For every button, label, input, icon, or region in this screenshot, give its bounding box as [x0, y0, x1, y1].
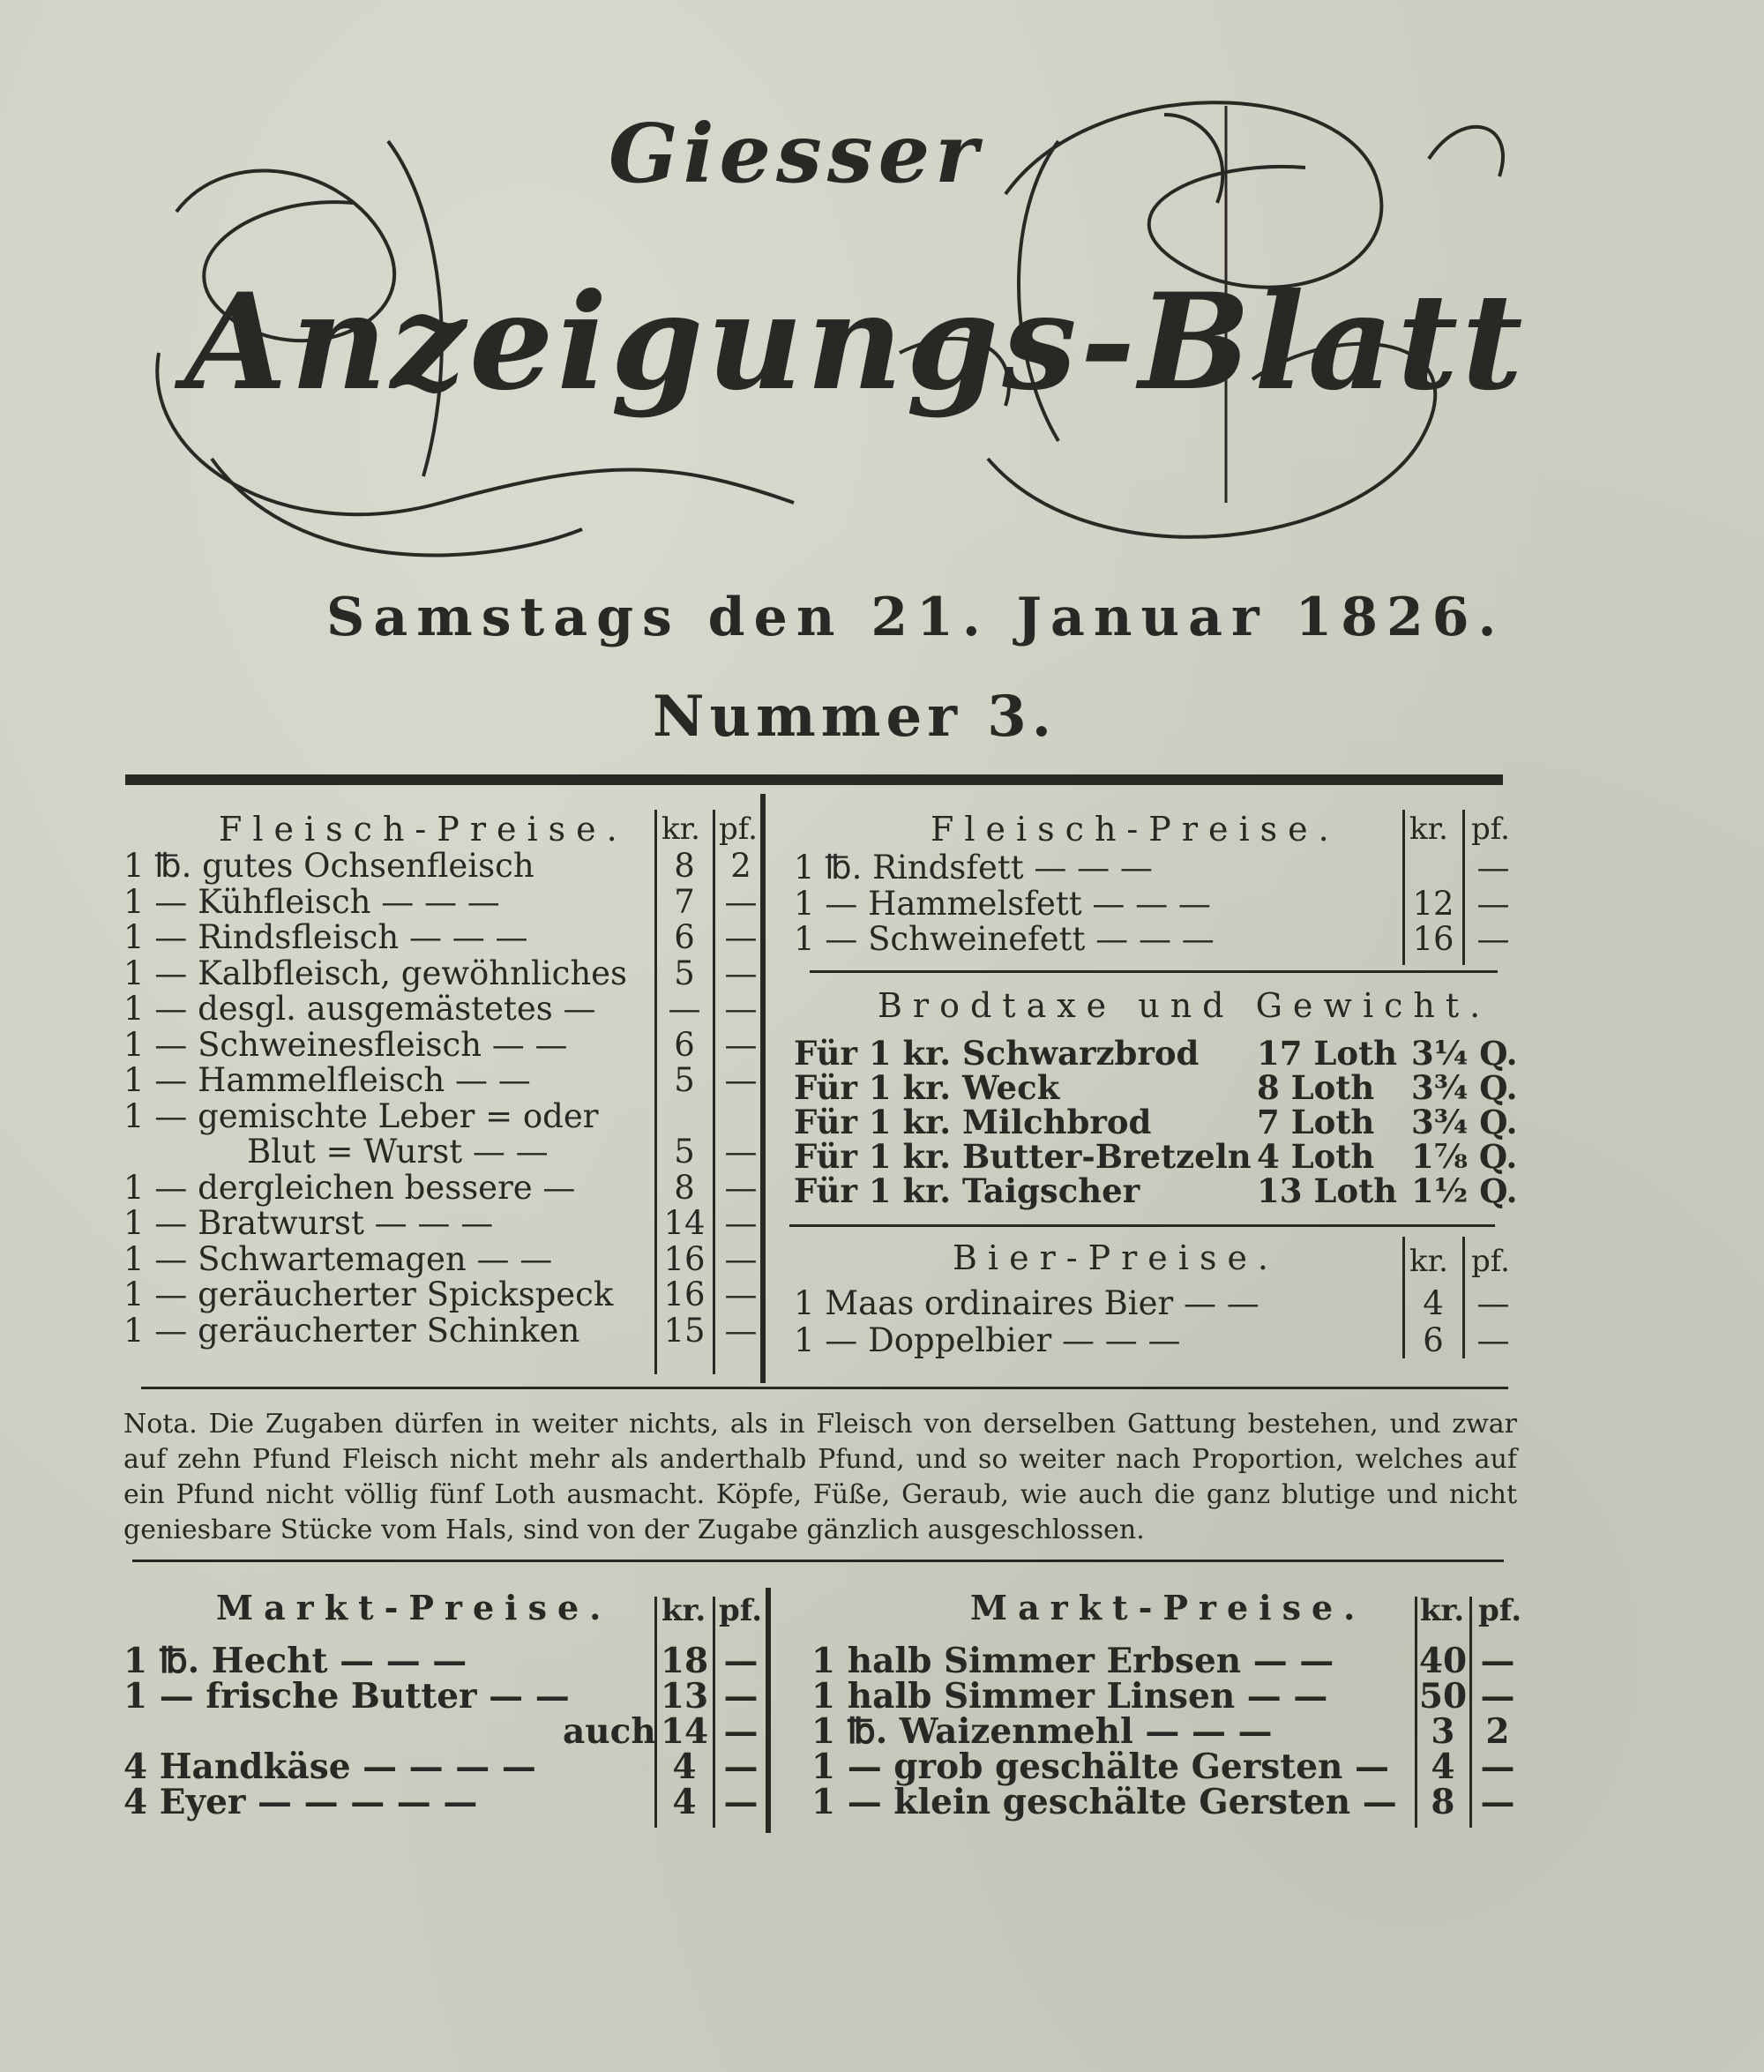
meat_right-row-label: 1 — Schweinefett — — — — [794, 920, 1215, 958]
meat_left-row-pf: — — [724, 1311, 758, 1350]
meat_left-row-label: 1 — Schweinesfleisch — — — [123, 1025, 568, 1064]
market_left-row-label: auch — [563, 1711, 656, 1752]
bread-row-q: 3¾ Q. — [1411, 1068, 1518, 1107]
beer-row-kr: 4 — [1423, 1284, 1444, 1322]
meat_left-row-kr: 15 — [663, 1311, 706, 1350]
divider — [1462, 1237, 1465, 1358]
market_left-row-pf: — — [723, 1641, 759, 1681]
meat_left-row-pf: — — [724, 1275, 758, 1313]
meat_left-row-kr: 5 — [674, 1061, 695, 1099]
bread-row-label: Für 1 kr. Schwarzbrod — [794, 1034, 1200, 1073]
market_right-row-pf: — — [1480, 1676, 1515, 1717]
bread-row-q: 3¼ Q. — [1411, 1034, 1518, 1073]
market_right-row-kr: 40 — [1418, 1641, 1468, 1681]
meat_right-row-pf: — — [1476, 884, 1510, 923]
market_left-row-label: 1 ℔. Hecht — — — — [123, 1641, 467, 1681]
bread-row-label: Für 1 kr. Butter-Bretzeln — [794, 1137, 1252, 1176]
market_left-row-kr: 4 — [672, 1747, 697, 1787]
meat_left-row-pf: — — [724, 1204, 758, 1242]
bread-row-loth: 8 Loth — [1257, 1068, 1375, 1107]
bread-row-q: 3¾ Q. — [1411, 1103, 1518, 1141]
meat_left-row-label: Blut = Wurst — — — [247, 1133, 549, 1171]
divider — [1462, 810, 1465, 965]
meat_right-row-kr: 12 — [1412, 884, 1454, 923]
divider — [713, 810, 715, 1374]
meat_left-row-kr: 14 — [663, 1204, 706, 1242]
bread-header: Brodtaxe und Gewicht. — [878, 986, 1491, 1025]
market_left-row-pf: — — [723, 1782, 759, 1822]
masthead-prefix: Giesser — [609, 106, 983, 201]
meat_left-row-pf: — — [724, 1239, 758, 1278]
bread-row-label: Für 1 kr. Weck — [794, 1068, 1060, 1107]
market_right-row-pf: — — [1480, 1641, 1515, 1681]
market_left-row-kr: 18 — [660, 1641, 709, 1681]
market-left-unit-kr: kr. — [662, 1593, 706, 1628]
meat_left-row-kr: 8 — [674, 1168, 695, 1207]
divider — [810, 970, 1498, 973]
meat_left-row-label: 1 — gemischte Leber = oder — [123, 1096, 599, 1135]
beer-row-label: 1 — Doppelbier — — — — [794, 1321, 1181, 1359]
market_left-row-label: 4 Eyer — — — — — — [123, 1782, 478, 1822]
market_right-row-label: 1 — klein geschälte Gersten — — [811, 1782, 1397, 1822]
masthead-title: Anzeigungs-Blatt — [184, 265, 1527, 420]
divider — [1415, 1597, 1417, 1828]
meat-left-unit-pf: pf. — [719, 812, 758, 847]
meat_left-row-label: 1 ℔. gutes Ochsenfleisch — [123, 847, 534, 885]
bread-row-q: 1½ Q. — [1411, 1171, 1518, 1210]
divider — [1402, 1237, 1405, 1358]
meat_left-row-pf: — — [724, 1168, 758, 1207]
top-rule — [125, 774, 1503, 785]
market-left-header: Markt-Preise. — [216, 1588, 612, 1627]
meat_left-row-pf: — — [724, 882, 758, 921]
meat_left-row-kr: 16 — [663, 1239, 706, 1278]
market-right-header: Markt-Preise. — [970, 1588, 1366, 1627]
beer-row-kr: 6 — [1423, 1321, 1444, 1359]
meat_left-row-label: 1 — Hammelfleisch — — — [123, 1061, 531, 1099]
meat_left-row-kr: 5 — [674, 1133, 695, 1171]
divider — [713, 1597, 715, 1828]
divider — [766, 1588, 771, 1833]
meat_left-row-kr: 7 — [674, 882, 695, 921]
market_right-row-pf: — — [1480, 1747, 1515, 1787]
market_left-row-pf: — — [723, 1676, 759, 1717]
meat_left-row-pf: — — [724, 990, 758, 1028]
market_left-row-label: 1 — frische Butter — — — [123, 1676, 570, 1717]
meat_left-row-pf: 2 — [730, 847, 751, 885]
market_right-row-kr: 50 — [1418, 1676, 1468, 1717]
market_left-row-kr: 4 — [672, 1782, 697, 1822]
divider — [1469, 1597, 1472, 1828]
meat_right-row-pf: — — [1476, 920, 1510, 958]
bread-row-q: 1⅞ Q. — [1411, 1137, 1518, 1176]
beer-row-label: 1 Maas ordinaires Bier — — — [794, 1284, 1259, 1322]
market_right-row-kr: 8 — [1431, 1782, 1455, 1822]
meat_left-row-kr: 8 — [674, 847, 695, 885]
meat_left-row-label: 1 — Rindsfleisch — — — — [123, 918, 528, 956]
nota-text: Nota. Die Zugaben dürfen in weiter nichts, als in Fleisch von derselben Gattung bestehen, und zwar auf zehn Pfund Fleisch nicht mehr als anderthalb Pfund, und so weiter nach Proportion, welches auf ein Pfund nicht völlig fünf Loth ausmacht. Köpfe, Füße, Geraub, wie auch die ganz blutige und nicht geniesbare Stücke vom Hals, sind von der Zugabe gänzlich ausgeschlossen. — [123, 1409, 1517, 1545]
market_left-row-label: 4 Handkäse — — — — — [123, 1747, 536, 1787]
meat_left-row-label: 1 — geräucherter Schinken — [123, 1311, 580, 1350]
meat-right-unit-kr: kr. — [1409, 812, 1448, 847]
market_left-row-kr: 13 — [660, 1676, 709, 1717]
divider — [1402, 810, 1405, 965]
market_right-row-pf: — — [1480, 1782, 1515, 1822]
meat-right-header: Fleisch-Preise. — [931, 810, 1340, 849]
meat-left-header: Fleisch-Preise. — [219, 810, 628, 849]
meat_left-row-label: 1 — Schwartemagen — — — [123, 1239, 553, 1278]
beer-unit-kr: kr. — [1409, 1244, 1448, 1279]
market_left-row-pf: — — [723, 1711, 759, 1752]
meat_left-row-kr: 6 — [674, 918, 695, 956]
meat_left-row-label: 1 — geräucherter Spickspeck — [123, 1275, 614, 1313]
meat_left-row-label: 1 — dergleichen bessere — — [123, 1168, 576, 1207]
note-rule — [141, 1387, 1508, 1389]
meat_left-row-kr: 16 — [663, 1275, 706, 1313]
bread-row-label: Für 1 kr. Taigscher — [794, 1171, 1140, 1210]
bread-row-loth: 7 Loth — [1257, 1103, 1375, 1141]
bread-row-loth: 4 Loth — [1257, 1137, 1375, 1176]
bread-row-loth: 13 Loth — [1257, 1171, 1398, 1210]
meat_left-row-pf: — — [724, 1061, 758, 1099]
meat-right-unit-pf: pf. — [1471, 812, 1510, 847]
meat_right-row-kr: 16 — [1412, 920, 1454, 958]
beer-unit-pf: pf. — [1471, 1244, 1510, 1279]
beer-row-pf: — — [1476, 1284, 1510, 1322]
meat_left-row-label: 1 — Kalbfleisch, gewöhnliches — [123, 954, 628, 992]
market_right-row-pf: 2 — [1485, 1711, 1510, 1752]
market-right-unit-pf: pf. — [1478, 1593, 1522, 1628]
market-right-unit-kr: kr. — [1420, 1593, 1465, 1628]
beer-row-pf: — — [1476, 1321, 1510, 1359]
market_right-row-label: 1 halb Simmer Linsen — — — [811, 1676, 1328, 1717]
meat_left-row-label: 1 — Bratwurst — — — — [123, 1204, 494, 1242]
market_right-row-kr: 4 — [1431, 1747, 1455, 1787]
meat_left-row-pf: — — [724, 954, 758, 992]
issue-number: Nummer 3. — [653, 684, 1057, 750]
market_right-row-label: 1 — grob geschälte Gersten — — [811, 1747, 1389, 1787]
divider — [789, 1224, 1495, 1227]
market-rule — [132, 1560, 1504, 1562]
market_right-row-kr: 3 — [1431, 1711, 1455, 1752]
meat_left-row-kr: 5 — [674, 954, 695, 992]
meat_left-row-pf: — — [724, 1133, 758, 1171]
bread-row-label: Für 1 kr. Milchbrod — [794, 1103, 1152, 1141]
meat_left-row-kr: — — [668, 990, 701, 1028]
meat_left-row-pf: — — [724, 918, 758, 956]
market_right-row-label: 1 halb Simmer Erbsen — — — [811, 1641, 1334, 1681]
meat-left-unit-kr: kr. — [662, 812, 700, 847]
market_left-row-kr: 14 — [660, 1711, 709, 1752]
market-left-unit-pf: pf. — [719, 1593, 763, 1628]
meat_left-row-label: 1 — Kühfleisch — — — — [123, 882, 500, 921]
meat_right-row-label: 1 ℔. Rindsfett — — — — [794, 849, 1153, 886]
meat_left-row-pf: — — [724, 1025, 758, 1064]
dateline: Samstags den 21. Januar 1826. — [326, 587, 1506, 648]
market_left-row-pf: — — [723, 1747, 759, 1787]
beer-header: Bier-Preise. — [953, 1238, 1280, 1277]
market_right-row-label: 1 ℔. Waizenmehl — — — — [811, 1711, 1273, 1752]
divider — [654, 810, 657, 1374]
meat_left-row-label: 1 — desgl. ausgemästetes — — [123, 990, 596, 1028]
meat_right-row-pf: — — [1476, 849, 1510, 886]
meat_left-row-kr: 6 — [674, 1025, 695, 1064]
meat_right-row-label: 1 — Hammelsfett — — — — [794, 884, 1211, 923]
bread-row-loth: 17 Loth — [1257, 1034, 1398, 1073]
